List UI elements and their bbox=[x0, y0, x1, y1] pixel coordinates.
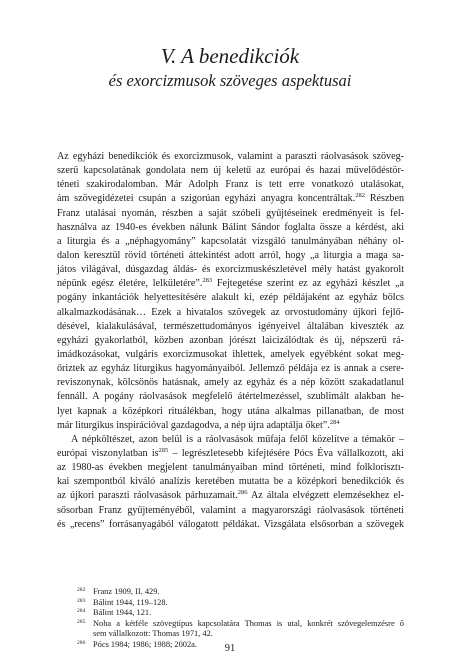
footnote-ref[interactable]: 284 bbox=[329, 418, 340, 426]
footnotes bbox=[77, 587, 404, 651]
text-line: népünk egész életére, lelkületére”.$^{283}$ Fejtegetése szerint ez az egyházi készlet „a bbox=[57, 277, 404, 290]
text-line: kai szempontból kiváló analízis keretében mutatta be a középkori benedikciók és bbox=[57, 476, 404, 488]
footnote-ref[interactable]: 283 bbox=[202, 277, 213, 285]
text-line: alkalmazkodásának… Ezek a hivatalos szövegek az orvostudomány újkori fejlő- bbox=[57, 306, 404, 318]
footnote bbox=[77, 619, 404, 640]
footnote-text: Noha a kétféle szövegtípus kapcsolatára Thomas is utal, konkrét szövegelemzésre ő sem vállalkozott: Thomas 1971, 42. bbox=[93, 618, 404, 639]
text-line: őriztek az egyház liturgikus hagyományaiból. Jellemző példája ez is annak a csere- bbox=[57, 363, 404, 375]
text-line: imádkozásokat, vulgáris exorcizmusokat ihlettek, amelyek egyébként sokat meg- bbox=[57, 348, 404, 360]
footnote-ref[interactable]: 286 bbox=[237, 489, 248, 497]
footnote-text: Bálint 1944, 121. bbox=[93, 608, 152, 618]
text-line: Az egyházi benedikciók és exorcizmusok, valamint a paraszti ráolvasások szöveg- bbox=[57, 151, 404, 162]
footnote bbox=[77, 608, 404, 619]
chapter-title-line-1: V. A benedikciók bbox=[160, 44, 300, 68]
footnote-number: 283 bbox=[77, 597, 86, 604]
chapter-title-line-2: és exorcizmusok szöveges aspektusai bbox=[108, 71, 352, 90]
footnote-text: Bálint 1944, 119–128. bbox=[93, 597, 168, 607]
footnote-text: Pócs 1984; 1986; 1988; 2002a. bbox=[93, 639, 197, 649]
text-line: dalon keresztül rövid történeti áttekintést adott arról, hogy „a liturgia a maga sa- bbox=[57, 249, 404, 261]
text-line: reviszonynak, kölcsönös hatásnak, amely az egyház és a nép között szakadatlanul bbox=[57, 377, 404, 389]
footnote bbox=[77, 598, 404, 609]
text-line: egyházi gyakorlatból, közben azonban jórészt laicizálódtak és új, népszerű rá- bbox=[57, 334, 404, 346]
footnote-number: 286 bbox=[77, 639, 86, 646]
text-line: és „recens” forrásanyagából válogatott példákat. Vizsgálata elsősorban a szövegek bbox=[57, 518, 404, 530]
text-line: európai viszonylatban is$^{285}$ – legrészletesebb kifejtésére Pócs Éva vállalkozott, aki bbox=[57, 446, 404, 459]
footnote bbox=[77, 587, 404, 598]
text-line: játos világával, dúsgazdag áldás- és exorcizmuskészletével mély hatást gyakorolt bbox=[57, 264, 404, 276]
page-number: 91 bbox=[224, 643, 236, 654]
text-line: a liturgia és a „néphagyomány” kapcsolatát vizsgáló tanulmányában néhány ol- bbox=[57, 235, 404, 247]
text-line: Franz utalásai nyomán, részben a saját szóbeli gyűjtéseinek eredményeit is fel- bbox=[57, 207, 404, 219]
footnote-number: 282 bbox=[77, 587, 86, 593]
text-line: sősorban Franz gyűjteményéből, valamint a magyarországi ráolvasások történeti bbox=[57, 504, 404, 516]
body-text bbox=[57, 150, 404, 532]
text-line: már liturgikus inspirációval gazdagodva, a nép újra adaptálja őket”.$^{284}$ bbox=[57, 418, 340, 431]
paragraph bbox=[57, 150, 404, 433]
text-line: lyet kapnak a középkori rituálékban, hogy utána alkalmas pillanatban, de most bbox=[57, 405, 404, 417]
footnote-ref[interactable]: 282 bbox=[355, 192, 365, 200]
footnote-number: 285 bbox=[77, 618, 86, 625]
text-line: A népköltészet, azon belül is a ráolvasások műfaja felől közelítve a témakör – bbox=[71, 433, 404, 445]
text-line: az 1980-as években megjelent tanulmányaiban mind történeti, mind folklorisztı- bbox=[57, 462, 404, 474]
chapter-title bbox=[0, 43, 460, 92]
text-line: téneti szakirodalomban. Már Adolph Franz is tett erre vonatkozó utalásokat, bbox=[57, 179, 404, 191]
text-line: az újkori paraszti ráolvasások párhuzamait.$^{286}$ Az általa elvégzett elemzésekhez el- bbox=[57, 489, 405, 502]
footnote-text: Franz 1909, II. 429. bbox=[93, 587, 160, 596]
text-line: használva az 1940-es években nálunk Bálint Sándor foglalta össze a kérdést, aki bbox=[57, 221, 404, 233]
paragraph bbox=[57, 433, 404, 532]
footnote-number: 284 bbox=[77, 608, 86, 615]
text-line: pogány inkantációk helyettesítésére alakult ki, ezép példájaként az egyház bölcs bbox=[57, 292, 404, 304]
text-line: fennáll. A pogány ráolvasások megfelelő átértelmezéssel, szublimált alakban he- bbox=[57, 391, 404, 403]
text-line: ám szövegidézetei csupán a szigorúan egyházi anyagra koncentráltak.$^{282}$ Részben bbox=[57, 192, 405, 205]
footnote-ref[interactable]: 285 bbox=[158, 446, 169, 454]
text-line: szerű kapcsolatának gondolata nem új keletű az európai és hazai művelődéstör- bbox=[57, 165, 404, 177]
text-line: désével, kialakulásával, természettudományos igényeivel általában kiveszték az bbox=[57, 320, 404, 332]
